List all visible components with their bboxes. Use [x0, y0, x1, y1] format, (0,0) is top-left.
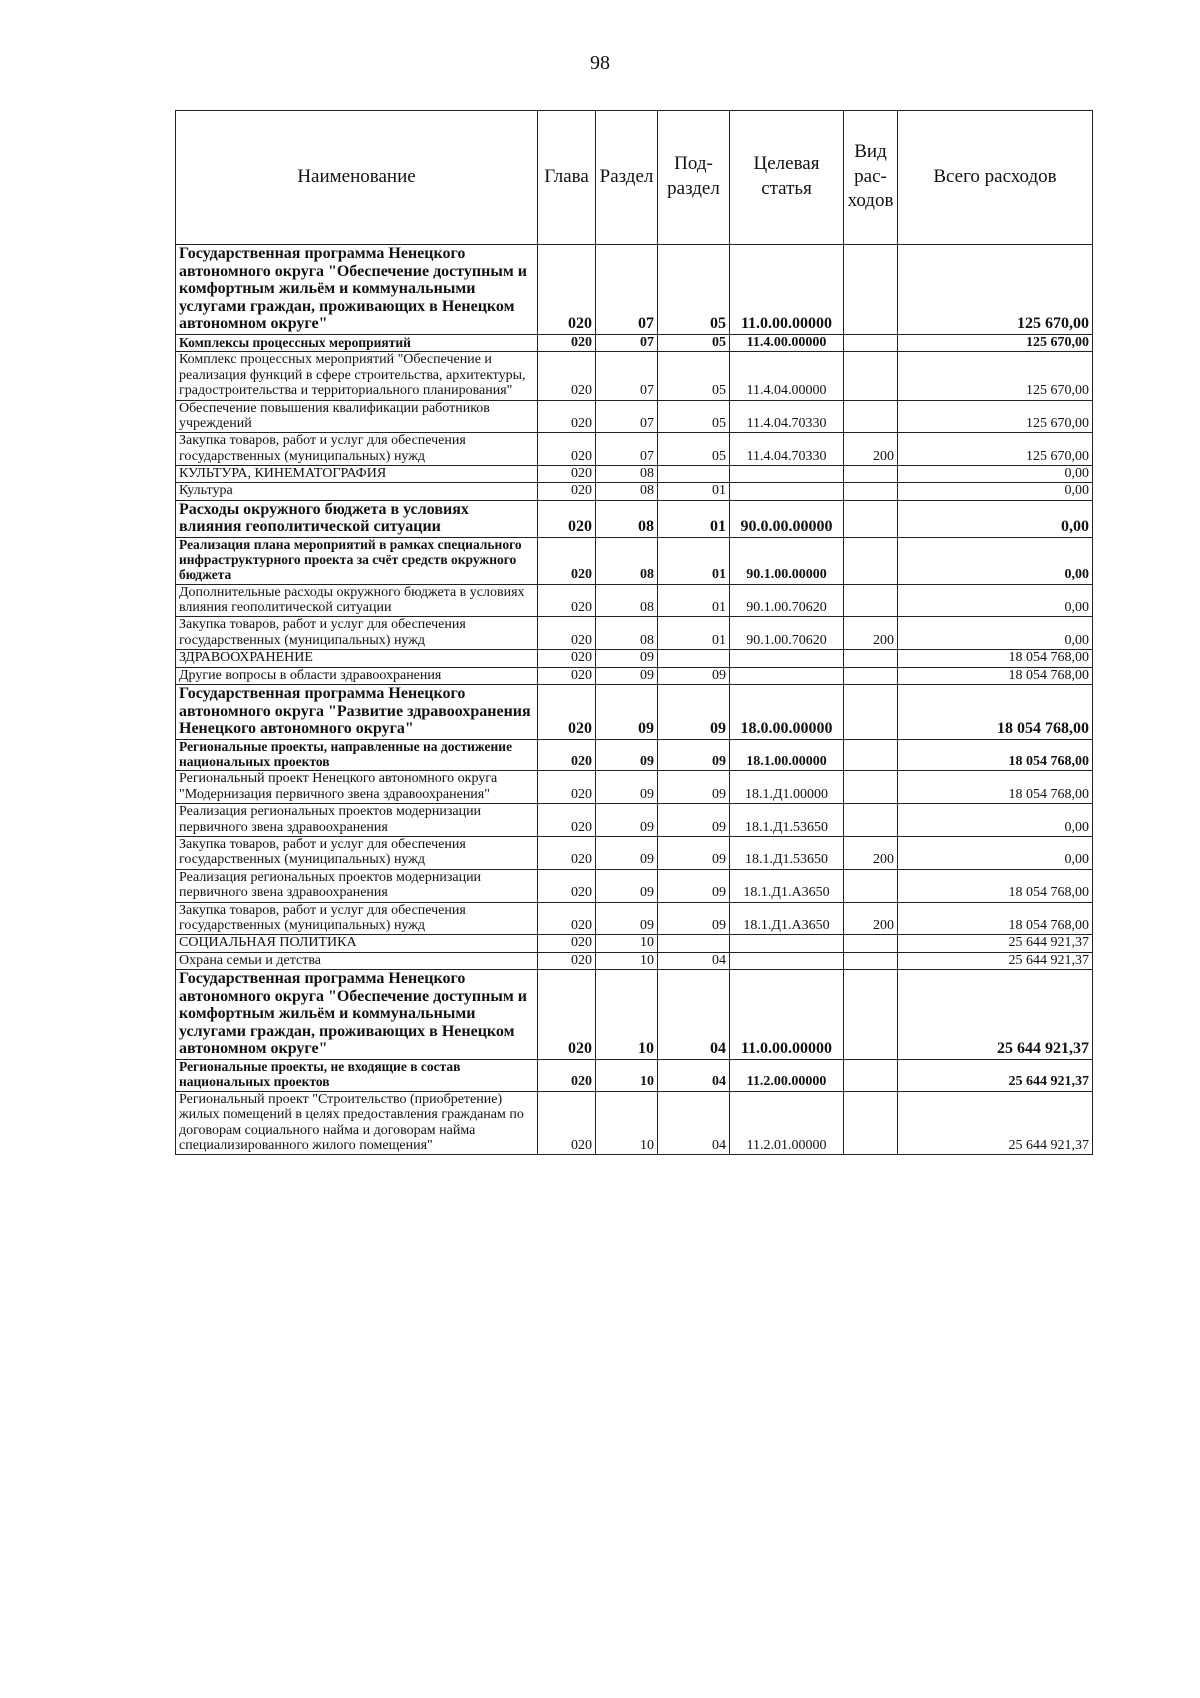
row-chapter: 020 [538, 952, 596, 969]
row-total: 25 644 921,37 [898, 1060, 1093, 1092]
table-row [176, 538, 1093, 585]
row-name: КУЛЬТУРА, КИНЕМАТОГРАФИЯ [176, 466, 538, 483]
table-row [176, 500, 1093, 537]
row-section: 08 [596, 483, 658, 500]
row-target-article [730, 483, 844, 500]
row-subsection: 09 [658, 667, 730, 684]
row-chapter: 020 [538, 739, 596, 771]
row-section: 10 [596, 935, 658, 952]
row-name: Закупка товаров, работ и услуг для обеспечения государственных (муниципальных) нужд [176, 836, 538, 869]
row-expense-type [844, 483, 898, 500]
header-total: Всего расходов [898, 111, 1093, 245]
row-name: Дополнительные расходы окружного бюджета в условиях влияния геополитической ситуации [176, 584, 538, 617]
row-chapter: 020 [538, 836, 596, 869]
table-row [176, 617, 1093, 650]
row-target-article: 18.1.Д1.А3650 [730, 902, 844, 935]
row-chapter: 020 [538, 352, 596, 400]
row-expense-type [844, 500, 898, 537]
row-expense-type [844, 1060, 898, 1092]
row-subsection: 09 [658, 836, 730, 869]
row-section: 10 [596, 952, 658, 969]
row-total: 25 644 921,37 [898, 935, 1093, 952]
row-section: 07 [596, 400, 658, 433]
row-subsection [658, 935, 730, 952]
row-target-article: 18.1.00.00000 [730, 739, 844, 771]
row-total: 25 644 921,37 [898, 952, 1093, 969]
table-row [176, 650, 1093, 667]
row-chapter: 020 [538, 650, 596, 667]
row-section: 07 [596, 433, 658, 466]
row-chapter: 020 [538, 483, 596, 500]
row-expense-type [844, 935, 898, 952]
row-subsection: 09 [658, 684, 730, 739]
row-expense-type: 200 [844, 433, 898, 466]
row-total: 0,00 [898, 538, 1093, 585]
row-expense-type [844, 771, 898, 804]
row-chapter: 020 [538, 538, 596, 585]
row-total: 25 644 921,37 [898, 1091, 1093, 1155]
row-target-article: 18.1.Д1.00000 [730, 771, 844, 804]
row-chapter: 020 [538, 400, 596, 433]
row-target-article: 11.4.04.00000 [730, 352, 844, 400]
row-section: 10 [596, 1060, 658, 1092]
row-name: Региональные проекты, направленные на достижение национальных проектов [176, 739, 538, 771]
row-target-article [730, 650, 844, 667]
row-expense-type [844, 1091, 898, 1155]
row-section: 08 [596, 617, 658, 650]
row-expense-type: 200 [844, 836, 898, 869]
row-total: 18 054 768,00 [898, 902, 1093, 935]
header-target-article: Целевая статья [730, 111, 844, 245]
row-chapter: 020 [538, 684, 596, 739]
budget-expense-table [175, 110, 1093, 1155]
row-name: Закупка товаров, работ и услуг для обеспечения государственных (муниципальных) нужд [176, 433, 538, 466]
row-total: 125 670,00 [898, 245, 1093, 335]
row-target-article [730, 935, 844, 952]
row-expense-type [844, 352, 898, 400]
row-target-article: 11.2.01.00000 [730, 1091, 844, 1155]
row-expense-type: 200 [844, 617, 898, 650]
row-target-article: 90.1.00.70620 [730, 584, 844, 617]
row-name: СОЦИАЛЬНАЯ ПОЛИТИКА [176, 935, 538, 952]
row-expense-type [844, 245, 898, 335]
row-total: 0,00 [898, 836, 1093, 869]
row-subsection: 04 [658, 952, 730, 969]
row-total: 125 670,00 [898, 352, 1093, 400]
row-section: 09 [596, 902, 658, 935]
row-name: Расходы окружного бюджета в условиях влияния геополитической ситуации [176, 500, 538, 537]
row-subsection: 01 [658, 617, 730, 650]
table-row [176, 483, 1093, 500]
row-subsection: 01 [658, 483, 730, 500]
table-row [176, 400, 1093, 433]
table-row [176, 935, 1093, 952]
row-section: 08 [596, 500, 658, 537]
row-total: 0,00 [898, 483, 1093, 500]
row-target-article: 18.1.Д1.53650 [730, 836, 844, 869]
row-target-article [730, 667, 844, 684]
row-name: Региональный проект Ненецкого автономного округа "Модернизация первичного звена здравоохранения" [176, 771, 538, 804]
row-total: 125 670,00 [898, 400, 1093, 433]
row-section: 09 [596, 771, 658, 804]
row-target-article: 11.0.00.00000 [730, 970, 844, 1060]
row-name: ЗДРАВООХРАНЕНИЕ [176, 650, 538, 667]
row-subsection: 09 [658, 771, 730, 804]
row-total: 0,00 [898, 584, 1093, 617]
row-chapter: 020 [538, 1091, 596, 1155]
table-row [176, 952, 1093, 969]
table-row [176, 1091, 1093, 1155]
row-chapter: 020 [538, 667, 596, 684]
header-subsection: Под-раздел [658, 111, 730, 245]
table-row [176, 684, 1093, 739]
row-chapter: 020 [538, 970, 596, 1060]
table-row [176, 869, 1093, 902]
row-name: Региональный проект "Строительство (приобретение) жилых помещений в целях предоставления гражданам по договорам социального найма и договорам найма специализированного жилого помещения" [176, 1091, 538, 1155]
row-name: Обеспечение повышения квалификации работников учреждений [176, 400, 538, 433]
row-chapter: 020 [538, 466, 596, 483]
row-expense-type [844, 869, 898, 902]
table-row [176, 902, 1093, 935]
row-name: Охрана семьи и детства [176, 952, 538, 969]
row-total: 125 670,00 [898, 433, 1093, 466]
header-row [176, 111, 1093, 245]
row-subsection [658, 650, 730, 667]
row-section: 10 [596, 970, 658, 1060]
row-section: 09 [596, 650, 658, 667]
row-total: 18 054 768,00 [898, 650, 1093, 667]
row-subsection: 05 [658, 334, 730, 351]
row-target-article: 18.1.Д1.53650 [730, 804, 844, 837]
table-body [176, 245, 1093, 1155]
table-row [176, 466, 1093, 483]
row-subsection: 01 [658, 584, 730, 617]
row-section: 09 [596, 804, 658, 837]
row-chapter: 020 [538, 1060, 596, 1092]
header-chapter: Глава [538, 111, 596, 245]
row-subsection: 05 [658, 433, 730, 466]
table-row [176, 1060, 1093, 1092]
row-name: Региональные проекты, не входящие в состав национальных проектов [176, 1060, 538, 1092]
row-chapter: 020 [538, 935, 596, 952]
table-row [176, 352, 1093, 400]
row-total: 18 054 768,00 [898, 667, 1093, 684]
header-section: Раздел [596, 111, 658, 245]
row-subsection: 05 [658, 400, 730, 433]
row-name: Государственная программа Ненецкого автономного округа "Обеспечение доступным и комфортным жильём и коммунальными услугами граждан, проживающих в Ненецком автономном округе" [176, 245, 538, 335]
row-subsection: 09 [658, 902, 730, 935]
row-subsection: 04 [658, 1060, 730, 1092]
row-target-article: 11.4.04.70330 [730, 400, 844, 433]
row-name: Государственная программа Ненецкого автономного округа "Развитие здравоохранения Ненецкого автономного округа" [176, 684, 538, 739]
row-target-article: 18.1.Д1.А3650 [730, 869, 844, 902]
row-total: 125 670,00 [898, 334, 1093, 351]
table-row [176, 584, 1093, 617]
row-chapter: 020 [538, 334, 596, 351]
table-row [176, 804, 1093, 837]
row-subsection [658, 466, 730, 483]
row-name: Закупка товаров, работ и услуг для обеспечения государственных (муниципальных) нужд [176, 902, 538, 935]
row-name: Комплексы процессных мероприятий [176, 334, 538, 351]
row-target-article: 11.4.04.70330 [730, 433, 844, 466]
row-name: Закупка товаров, работ и услуг для обеспечения государственных (муниципальных) нужд [176, 617, 538, 650]
row-expense-type [844, 804, 898, 837]
row-subsection: 09 [658, 869, 730, 902]
row-expense-type [844, 334, 898, 351]
row-subsection: 09 [658, 804, 730, 837]
row-target-article: 11.4.00.00000 [730, 334, 844, 351]
header-name: Наименование [176, 111, 538, 245]
table-row [176, 836, 1093, 869]
row-section: 09 [596, 739, 658, 771]
row-chapter: 020 [538, 500, 596, 537]
table-row [176, 970, 1093, 1060]
row-target-article: 11.0.00.00000 [730, 245, 844, 335]
row-subsection: 01 [658, 538, 730, 585]
row-expense-type [844, 466, 898, 483]
row-target-article: 90.1.00.00000 [730, 538, 844, 585]
table-row [176, 334, 1093, 351]
table-row [176, 667, 1093, 684]
row-expense-type [844, 739, 898, 771]
row-chapter: 020 [538, 584, 596, 617]
row-total: 0,00 [898, 617, 1093, 650]
row-total: 18 054 768,00 [898, 739, 1093, 771]
row-section: 09 [596, 836, 658, 869]
row-total: 18 054 768,00 [898, 684, 1093, 739]
row-target-article: 90.0.00.00000 [730, 500, 844, 537]
row-name: Реализация плана мероприятий в рамках специального инфраструктурного проекта за счёт средств окружного бюджета [176, 538, 538, 585]
page-number: 98 [590, 52, 610, 74]
row-expense-type [844, 400, 898, 433]
row-section: 08 [596, 538, 658, 585]
row-section: 07 [596, 352, 658, 400]
row-expense-type [844, 970, 898, 1060]
row-total: 0,00 [898, 500, 1093, 537]
row-total: 0,00 [898, 804, 1093, 837]
row-expense-type [844, 538, 898, 585]
row-target-article: 90.1.00.70620 [730, 617, 844, 650]
row-section: 07 [596, 245, 658, 335]
row-total: 0,00 [898, 466, 1093, 483]
row-name: Реализация региональных проектов модернизации первичного звена здравоохранения [176, 804, 538, 837]
row-expense-type: 200 [844, 902, 898, 935]
row-section: 10 [596, 1091, 658, 1155]
row-subsection: 05 [658, 245, 730, 335]
row-expense-type [844, 684, 898, 739]
row-target-article [730, 952, 844, 969]
row-target-article: 18.0.00.00000 [730, 684, 844, 739]
row-chapter: 020 [538, 869, 596, 902]
row-name: Культура [176, 483, 538, 500]
row-subsection: 05 [658, 352, 730, 400]
row-section: 09 [596, 684, 658, 739]
row-subsection: 04 [658, 970, 730, 1060]
row-chapter: 020 [538, 245, 596, 335]
row-name: Реализация региональных проектов модернизации первичного звена здравоохранения [176, 869, 538, 902]
table-row [176, 245, 1093, 335]
table-row [176, 433, 1093, 466]
row-section: 07 [596, 334, 658, 351]
row-chapter: 020 [538, 902, 596, 935]
row-target-article [730, 466, 844, 483]
table-row [176, 739, 1093, 771]
row-expense-type [844, 667, 898, 684]
table-row [176, 771, 1093, 804]
row-chapter: 020 [538, 617, 596, 650]
row-name: Комплекс процессных мероприятий "Обеспечение и реализация функций в сфере строительства, архитектуры, градостроительства и территориального планирования" [176, 352, 538, 400]
row-section: 08 [596, 584, 658, 617]
row-subsection: 04 [658, 1091, 730, 1155]
row-chapter: 020 [538, 771, 596, 804]
row-total: 18 054 768,00 [898, 869, 1093, 902]
header-expense-type: Вид рас-ходов [844, 111, 898, 245]
row-chapter: 020 [538, 804, 596, 837]
row-chapter: 020 [538, 433, 596, 466]
row-name: Государственная программа Ненецкого автономного округа "Обеспечение доступным и комфортным жильём и коммунальными услугами граждан, проживающих в Ненецком автономном округе" [176, 970, 538, 1060]
row-target-article: 11.2.00.00000 [730, 1060, 844, 1092]
row-expense-type [844, 584, 898, 617]
row-name: Другие вопросы в области здравоохранения [176, 667, 538, 684]
row-expense-type [844, 650, 898, 667]
row-section: 08 [596, 466, 658, 483]
row-section: 09 [596, 667, 658, 684]
row-subsection: 01 [658, 500, 730, 537]
row-total: 25 644 921,37 [898, 970, 1093, 1060]
row-section: 09 [596, 869, 658, 902]
row-total: 18 054 768,00 [898, 771, 1093, 804]
row-expense-type [844, 952, 898, 969]
row-subsection: 09 [658, 739, 730, 771]
